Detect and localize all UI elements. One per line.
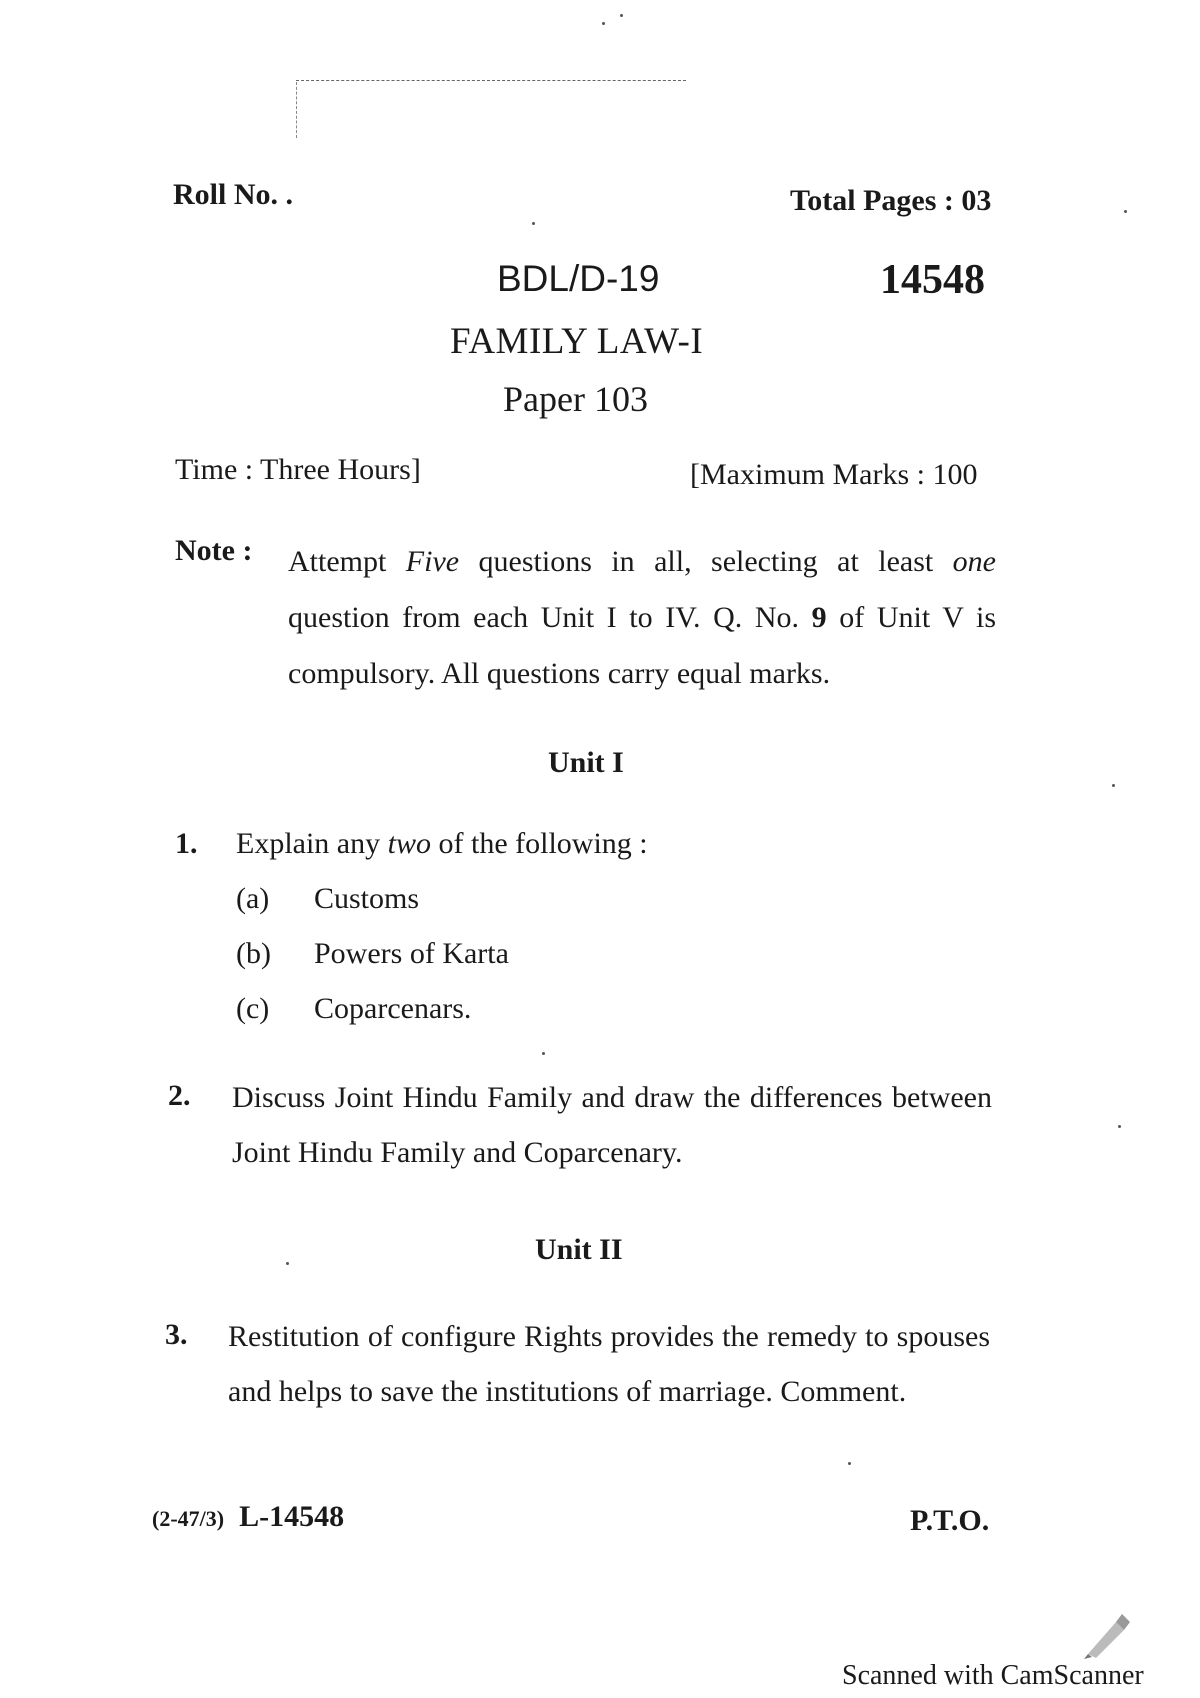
scan-speck	[286, 1262, 289, 1265]
question-text: Restitution of configure Rights provides the remedy to spouses and helps to save the institutions of marriage. Comment.	[228, 1320, 990, 1408]
scan-speck	[620, 14, 623, 17]
question-number: 1.	[175, 827, 198, 860]
option-text: Coparcenars.	[314, 992, 472, 1025]
total-pages: Total Pages : 03	[790, 184, 992, 217]
option-text: Powers of Karta	[314, 937, 509, 970]
note-text: Attempt Five questions in all, selecting at least one question from each Unit I to IV. Q. No. 9 of Unit V is compulsory. All questions carry equal marks.	[288, 545, 996, 690]
option-text: Customs	[314, 882, 420, 915]
subject-title: FAMILY LAW-I	[450, 321, 704, 362]
scan-speck	[848, 1462, 851, 1465]
scan-speck	[1124, 210, 1127, 213]
note-label: Note :	[175, 534, 253, 567]
option-label: (a)	[236, 882, 270, 915]
scan-speck	[1118, 1125, 1121, 1128]
time-allowed: Time : Three Hours]	[175, 453, 421, 486]
roll-number-label: Roll No. .	[173, 178, 293, 211]
scan-speck	[532, 222, 535, 225]
scan-speck	[1112, 784, 1115, 787]
unit-heading: Unit I	[548, 746, 624, 779]
question-number: 2.	[168, 1079, 191, 1112]
stamp-box-top-edge	[296, 80, 686, 81]
paper-code: Paper 103	[503, 379, 648, 419]
scanner-watermark: Scanned with CamScanner	[842, 1660, 1144, 1691]
question-number: 3.	[165, 1318, 188, 1351]
pto-label: P.T.O.	[910, 1504, 990, 1537]
question-text: Explain any two of the following :	[236, 827, 648, 860]
option-label: (c)	[236, 992, 270, 1025]
question-text: Discuss Joint Hindu Family and draw the differences between Joint Hindu Family and Coparcenary.	[232, 1081, 992, 1169]
unit-heading: Unit II	[535, 1233, 623, 1266]
paper-number: 14548	[880, 257, 985, 303]
option-label: (b)	[236, 937, 271, 970]
scan-speck	[542, 1052, 545, 1055]
maximum-marks: [Maximum Marks : 100	[690, 458, 978, 491]
pen-icon	[1082, 1610, 1132, 1660]
scan-speck	[602, 22, 605, 25]
footer-code: (2-47/3) L-14548	[152, 1500, 345, 1533]
exam-code: BDL/D-19	[497, 258, 660, 299]
stamp-box-left-edge	[296, 82, 297, 138]
